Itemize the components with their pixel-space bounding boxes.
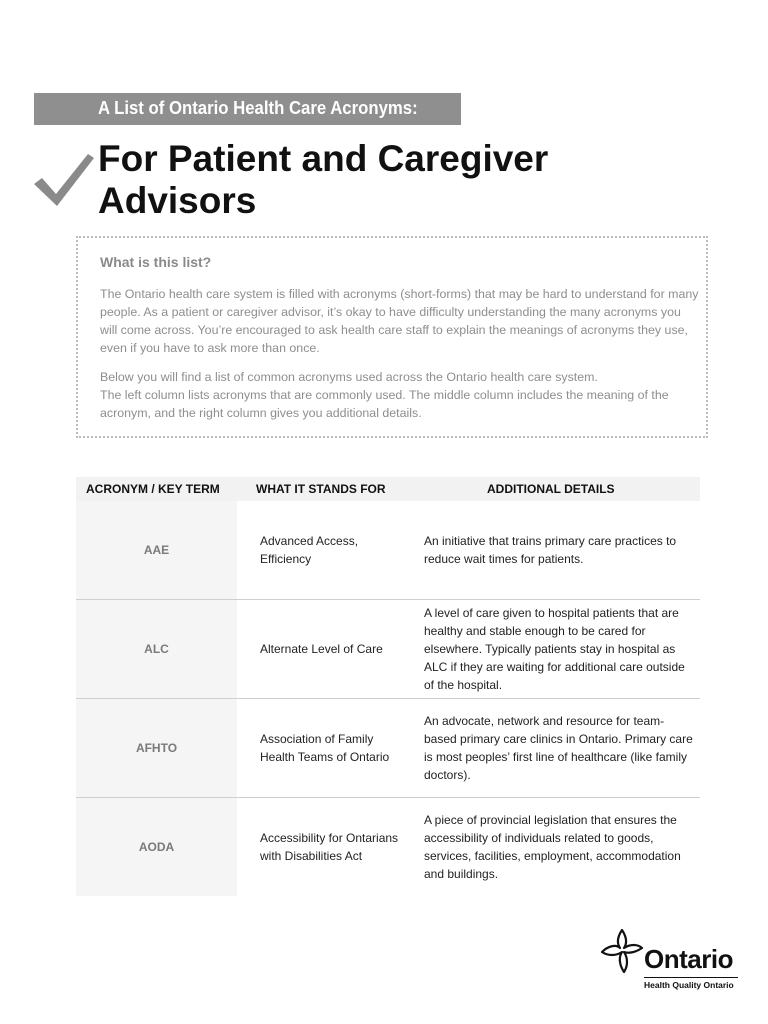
info-heading: What is this list? <box>100 254 212 270</box>
table-row <box>76 798 700 896</box>
info-box <box>76 236 708 438</box>
logo-divider <box>644 977 738 978</box>
header-acronym: ACRONYM / KEY TERM <box>86 482 220 496</box>
title-line-2: Advisors <box>98 180 257 221</box>
row-acronym: AAE <box>143 543 170 557</box>
row-details: An initiative that trains primary care practices to reduce wait times for patients. <box>424 534 677 566</box>
info-paragraph-2-line-2: The left column lists acronyms that are commonly used. The middle column includes the meaning of the acronym, and the right column gives you additional details. <box>100 388 669 420</box>
table-header <box>76 477 700 501</box>
info-paragraph-1: The Ontario health care system is filled with acronyms (short-forms) that may be hard to understand for many people. As a patient or caregiver advisor, it’s okay to have difficulty understanding the many acronyms you will come across. You’re encouraged to ask health care staff to explain the meanings of acronyms they use, even if you have to ask more than once. <box>100 287 699 355</box>
row-acronym: ALC <box>144 642 169 656</box>
info-paragraph-2 <box>100 368 700 422</box>
banner <box>34 93 461 125</box>
row-details: A level of care given to hospital patients that are healthy and stable enough to be cared for elsewhere. Typically patients stay in hospital as ALC if they are waiting for additional care outside of the hospital. <box>424 606 685 692</box>
page-title <box>98 138 548 222</box>
row-acronym: AFHTO <box>135 741 178 755</box>
row-acronym: AODA <box>138 840 175 854</box>
row-stands-for: Association of Family Health Teams of Ontario <box>260 732 390 764</box>
row-stands-for: Alternate Level of Care <box>260 642 383 656</box>
checkmark-icon <box>30 150 96 210</box>
logo-wordmark: Ontario <box>644 944 733 974</box>
title-line-1: For Patient and Caregiver <box>98 138 549 179</box>
row-details: An advocate, network and resource for team-based primary care clinics in Ontario. Primary care is most peoples’ first line of healthcare (like family doctors). <box>424 714 693 782</box>
table-row <box>76 600 700 699</box>
row-details: A piece of provincial legislation that ensures the accessibility of individuals related to goods, services, facilities, employment, accommodation and buildings. <box>424 813 681 881</box>
ontario-logo <box>600 926 740 992</box>
table-row <box>76 699 700 798</box>
trillium-icon <box>600 926 644 974</box>
info-paragraph-2-line-1: Below you will find a list of common acronyms used across the Ontario health care system. <box>100 370 598 384</box>
row-stands-for: Accessibility for Ontarians with Disabilities Act <box>260 831 399 863</box>
logo-subtitle: Health Quality Ontario <box>644 980 734 990</box>
row-stands-for: Advanced Access, Efficiency <box>260 534 359 566</box>
header-stands-for: WHAT IT STANDS FOR <box>256 482 386 496</box>
acronym-table <box>76 477 700 896</box>
header-details: ADDITIONAL DETAILS <box>487 482 615 496</box>
table-row <box>76 501 700 600</box>
banner-text: A List of Ontario Health Care Acronyms: <box>98 98 418 118</box>
